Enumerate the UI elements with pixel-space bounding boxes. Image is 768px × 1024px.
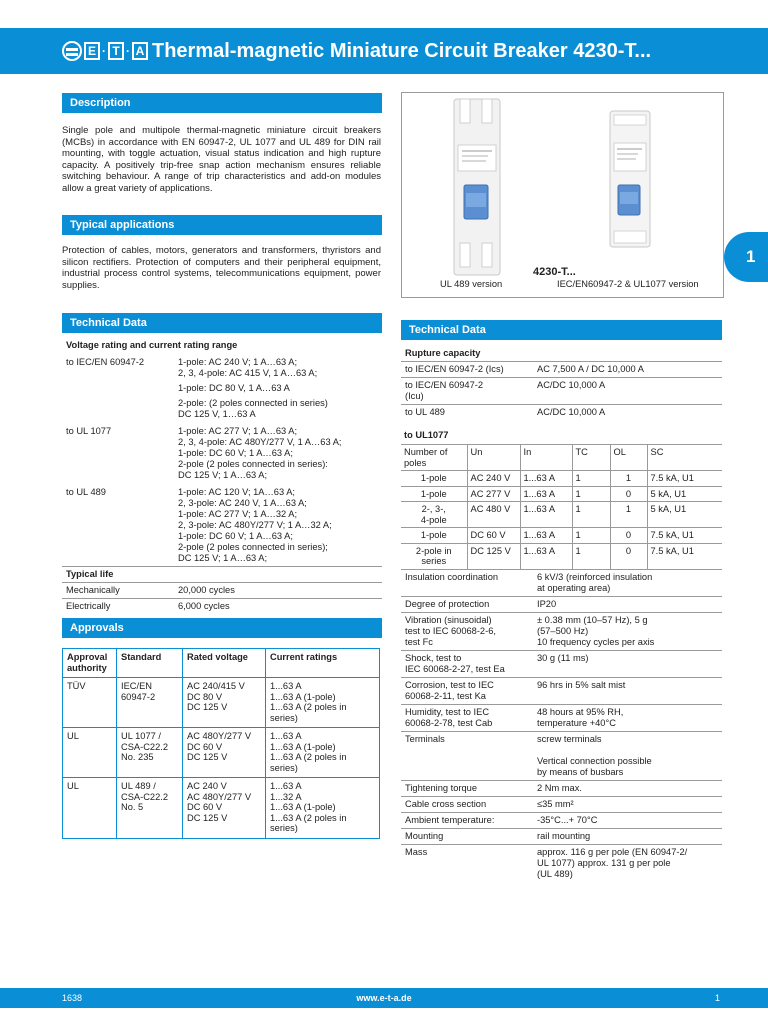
ul1077-cell	[401, 486, 467, 502]
voltage-rating-body	[62, 338, 382, 614]
ul1077-cell	[401, 543, 467, 569]
approval-authority: UL	[63, 778, 117, 839]
cell-line: IEC/EN	[121, 681, 152, 691]
approval-voltage	[183, 778, 266, 839]
cell-text: 1...63 A	[523, 473, 556, 483]
cell-line: 2-pole: (2 poles connected in series)	[178, 398, 328, 408]
approval-current	[266, 678, 380, 728]
ul1077-row	[401, 528, 722, 544]
voltage-rating-table	[62, 338, 382, 614]
cell-text: IP20	[537, 599, 557, 609]
voltage-row	[62, 381, 382, 396]
cell-text: to UL 489	[405, 407, 445, 417]
spec-label	[401, 845, 533, 883]
ul1077-col-header: Number of poles	[401, 445, 467, 471]
ul1077-cell	[401, 471, 467, 487]
eta-logo	[62, 41, 148, 61]
rupture-label	[401, 405, 533, 421]
spec-value	[533, 732, 722, 781]
cell-line: DC 80 V	[187, 691, 223, 702]
approvals-row	[63, 728, 380, 778]
cell-text: 1	[625, 504, 632, 514]
cell-line: AC 480Y/277 V	[187, 731, 252, 741]
cell-line: DC 60 V	[187, 802, 223, 812]
ul1077-row	[401, 471, 722, 487]
cell-text: 1	[575, 504, 581, 514]
cell-line: 1...63 A (2 poles in series)	[270, 812, 347, 833]
approvals-col-header: Approval authority	[63, 649, 117, 678]
voltage-values	[174, 353, 382, 381]
life-row	[62, 583, 382, 599]
spec-value	[533, 797, 722, 813]
cell-text: 1	[575, 530, 581, 540]
spec-label	[401, 797, 533, 813]
cell-text: Vibration (sinusoidal) test to IEC 60068-2-6, test Fc	[405, 615, 496, 647]
ul1077-row	[401, 486, 722, 502]
approvals-body	[63, 678, 380, 839]
ul1077-cell	[520, 543, 572, 569]
ul1077-cell	[572, 486, 610, 502]
cell-text: Mounting	[405, 831, 444, 841]
cell-line: DC 125 V; 1 A…63 A;	[178, 470, 268, 480]
ul1077-cell	[401, 528, 467, 544]
voltage-values	[174, 381, 382, 396]
voltage-standard: to UL 1077	[66, 426, 112, 436]
cell-line: UL 1077 /	[121, 731, 161, 741]
cell-text: AC 480 V	[470, 504, 511, 514]
cell-text: 1...63 A	[523, 545, 556, 556]
ul1077-cell	[647, 486, 722, 502]
spec-label	[401, 732, 533, 781]
ul1077-col-header: SC	[647, 445, 722, 471]
cell-text: approx. 116 g per pole (EN 60947-2/ UL 1077) approx. 131 g per pole (UL 489)	[537, 847, 688, 879]
spec-value	[533, 781, 722, 797]
voltage-standard	[62, 396, 174, 422]
voltage-row	[62, 422, 382, 483]
rupture-value: AC/DC 10,000 A	[533, 405, 722, 421]
approvals-row	[63, 778, 380, 839]
cell-line: 2-pole (2 poles connected in series);	[178, 542, 328, 552]
ul1077-cell	[647, 543, 722, 569]
cell-line: 1-pole: DC 80 V, 1 A…63 A	[178, 383, 290, 393]
applications-heading: Typical applications	[62, 215, 382, 235]
cell-text: 48 hours at 95% RH, temperature +40°C	[537, 707, 624, 728]
cell-text: 1-pole	[420, 530, 447, 540]
page-header	[0, 28, 768, 74]
spec-row	[401, 781, 722, 797]
description-heading: Description	[62, 93, 382, 113]
ul1077-table	[401, 444, 722, 570]
approval-current	[266, 728, 380, 778]
logo-letter: E	[84, 42, 100, 60]
spec-row	[401, 597, 722, 613]
cell-line: 1...32 A	[270, 791, 302, 802]
breaker-iec-image	[610, 111, 650, 247]
life-row	[62, 599, 382, 615]
product-image-box	[401, 92, 724, 298]
spec-value	[533, 813, 722, 829]
ul1077-col-header: OL	[610, 445, 647, 471]
spec-label	[401, 613, 533, 651]
cell-text: 2-pole in series	[415, 545, 452, 566]
cell-line: CSA-C22.2	[121, 791, 169, 802]
ul1077-heading: to UL1077	[404, 430, 449, 440]
ul1077-col-header: In	[520, 445, 572, 471]
spec-row	[401, 613, 722, 651]
cell-text: Tightening torque	[405, 783, 478, 793]
voltage-values	[174, 483, 382, 567]
spec-label	[401, 570, 533, 597]
life-heading-row	[62, 567, 382, 583]
ul1077-cell	[647, 502, 722, 528]
tech-data-left-heading: Technical Data	[62, 313, 382, 333]
cell-text: 7.5 kA, U1	[650, 545, 694, 556]
cell-text: 1...63 A	[523, 488, 556, 499]
cell-text: 1-pole	[420, 488, 447, 499]
cell-line: 1...63 A	[270, 681, 302, 691]
applications-text: Protection of cables, motors, generators and transformers, thyristors and silicon rectifiers. Protection of computers and their peripheral equipment, industrial process control systems, telecommunications equipment, power supplies.	[62, 245, 381, 291]
page-footer	[0, 988, 768, 1008]
rupture-value: AC 7,500 A / DC 10,000 A	[533, 362, 722, 378]
ul1077-cell	[610, 502, 647, 528]
life-label: Electrically	[62, 599, 174, 615]
voltage-values	[174, 396, 382, 422]
rupture-capacity-table	[401, 346, 722, 420]
voltage-heading-row	[62, 338, 382, 353]
rupture-row	[401, 405, 722, 421]
ul1077-header-row	[401, 445, 722, 471]
cell-text: Corrosion, test to IEC 60068-2-11, test Ka	[405, 680, 494, 701]
cell-text: 2-, 3-, 4-pole	[420, 504, 447, 525]
spec-value	[533, 651, 722, 678]
cell-line: AC 240 V	[187, 781, 227, 791]
general-specs-table	[401, 570, 722, 882]
approvals-header-row	[63, 649, 380, 678]
approvals-col-header: Rated voltage	[183, 649, 266, 678]
ul1077-cell	[467, 543, 520, 569]
voltage-values	[174, 422, 382, 483]
ul1077-row	[401, 502, 722, 528]
cell-line: AC 480Y/277 V	[187, 791, 252, 802]
spec-value	[533, 597, 722, 613]
spec-value	[533, 570, 722, 597]
cell-line: 1...63 A (1-pole)	[270, 741, 336, 752]
cell-text: DC 60 V	[470, 530, 506, 540]
voltage-standard: to IEC/EN 60947-2	[66, 357, 145, 367]
ul1077-cell	[572, 502, 610, 528]
cell-line: 2, 3-pole: AC 480Y/277 V; 1 A…32 A;	[178, 520, 332, 530]
tech-data-right-heading: Technical Data	[401, 320, 722, 340]
voltage-heading: Voltage rating and current rating range	[66, 340, 238, 350]
cell-line: 1...63 A	[270, 781, 302, 791]
ul1077-cell	[467, 528, 520, 544]
rupture-row	[401, 378, 722, 405]
footer-page-number-left: 1638	[62, 993, 83, 1003]
cell-line: DC 125 V	[187, 812, 228, 823]
cell-line: DC 125 V	[187, 752, 228, 762]
cell-text: ≤35 mm²	[537, 799, 574, 809]
spec-row	[401, 797, 722, 813]
cell-text: 1...63 A	[523, 504, 556, 514]
cell-line: No. 5	[121, 802, 144, 812]
ul1077-col-header: Un	[467, 445, 520, 471]
ul1077-cell	[520, 486, 572, 502]
logo-dot: ·	[126, 43, 130, 58]
cell-text: 0	[625, 530, 632, 540]
cell-line: 1...63 A (1-pole)	[270, 802, 336, 812]
rupture-label	[401, 378, 533, 405]
ul489-caption: UL 489 version	[440, 279, 503, 289]
cell-line: 1...63 A	[270, 731, 302, 741]
cell-line: DC 125 V, 1…63 A	[178, 409, 256, 419]
cell-text: DC 125 V	[470, 545, 511, 556]
description-text: Single pole and multipole thermal-magnetic miniature circuit breakers (MCBs) in accordance with EN 60947-2, UL 1077 and UL 489 for DIN rail mounting, with toggle actuation, visual status indication and high rupture capacity. A positively trip-free snap action mechanism ensures reliable switching behaviour. A range of trip characteristics and add-on modules allow a great variety of applications.	[62, 125, 381, 194]
ul1077-cell	[401, 502, 467, 528]
footer-page-number-right: 1	[714, 993, 720, 1003]
cell-text: 1-pole	[420, 473, 447, 483]
cell-text: to IEC/EN 60947-2 (Icu)	[405, 380, 484, 401]
ul1077-cell	[610, 543, 647, 569]
eta-logo-mark-icon	[62, 41, 82, 61]
spec-row	[401, 845, 722, 883]
voltage-row	[62, 353, 382, 381]
ul1077-cell	[572, 471, 610, 487]
cell-text: 0	[625, 545, 632, 556]
cell-line: 2, 3, 4-pole: AC 480Y/277 V, 1 A…63 A;	[178, 437, 342, 447]
cell-text: 96 hrs in 5% salt mist	[537, 680, 626, 690]
rupture-heading-row	[401, 346, 722, 362]
spec-value	[533, 705, 722, 732]
cell-text: Insulation coordination	[405, 572, 499, 582]
life-value: 20,000 cycles	[174, 583, 382, 599]
ul1077-cell	[520, 528, 572, 544]
general-specs-body	[401, 570, 722, 882]
ul1077-cell	[610, 471, 647, 487]
life-value: 6,000 cycles	[174, 599, 382, 615]
cell-text: Degree of protection	[405, 599, 490, 609]
approval-standard	[117, 778, 183, 839]
cell-text: 1	[575, 488, 581, 499]
cell-line: AC 240/415 V	[187, 681, 245, 691]
ul1077-cell	[467, 502, 520, 528]
ul1077-cell	[647, 471, 722, 487]
cell-line: 1...63 A (1-pole)	[270, 691, 336, 702]
voltage-row	[62, 396, 382, 422]
cell-text: AC 240 V	[470, 473, 511, 483]
cell-text: to IEC/EN 60947-2 (Ics)	[405, 364, 504, 374]
approvals-row	[63, 678, 380, 728]
spec-row	[401, 705, 722, 732]
approval-standard	[117, 678, 183, 728]
cell-text: AC 277 V	[470, 488, 511, 499]
ul1077-cell	[467, 471, 520, 487]
ul1077-cell	[520, 502, 572, 528]
cell-text: 2 Nm max.	[537, 783, 582, 793]
cell-line: DC 125 V; 1 A…63 A;	[178, 553, 268, 563]
approvals-col-header: Current ratings	[266, 649, 380, 678]
approval-authority: UL	[63, 728, 117, 778]
cell-line: DC 125 V	[187, 702, 228, 712]
cell-text: 1	[625, 473, 632, 483]
approvals-table	[62, 648, 380, 839]
approval-authority: TÜV	[63, 678, 117, 728]
spec-label	[401, 829, 533, 845]
cell-text: 1	[575, 545, 581, 556]
ul1077-cell	[647, 528, 722, 544]
ul1077-cell	[610, 528, 647, 544]
spec-value	[533, 613, 722, 651]
cell-text: rail mounting	[537, 831, 591, 841]
cell-text: 7.5 kA, U1	[650, 473, 694, 483]
cell-line: 1-pole: DC 60 V; 1 A…63 A;	[178, 448, 293, 458]
rupture-capacity-body	[401, 346, 722, 420]
logo-letter: T	[108, 42, 124, 60]
ul1077-body	[401, 445, 722, 570]
life-label: Mechanically	[62, 583, 174, 599]
spec-value	[533, 678, 722, 705]
spec-label	[401, 651, 533, 678]
voltage-standard: to UL 489	[66, 487, 106, 497]
spec-label	[401, 781, 533, 797]
spec-value	[533, 829, 722, 845]
approval-voltage	[183, 728, 266, 778]
cell-line: 1-pole: AC 240 V; 1 A…63 A;	[178, 357, 298, 367]
ul1077-cell	[610, 486, 647, 502]
cell-text: 0	[625, 488, 632, 499]
voltage-row	[62, 483, 382, 567]
cell-text: screw terminals Vertical connection possible by means of busbars	[537, 734, 652, 777]
ul1077-cell	[467, 486, 520, 502]
cell-text: -35°C...+ 70°C	[537, 815, 598, 825]
spec-label	[401, 813, 533, 829]
cell-text: 7.5 kA, U1	[650, 530, 694, 540]
cell-line: 2, 3-pole: AC 240 V, 1 A…63 A;	[178, 498, 307, 508]
cell-text: Humidity, test to IEC 60068-2-78, test Cab	[405, 707, 493, 728]
spec-row	[401, 829, 722, 845]
spec-row	[401, 813, 722, 829]
cell-text: Ambient temperature:	[405, 815, 495, 825]
cell-text: Cable cross section	[405, 799, 487, 809]
rupture-label	[401, 362, 533, 378]
cell-line: 60947-2	[121, 691, 156, 702]
life-heading: Typical life	[62, 567, 382, 583]
spec-row	[401, 678, 722, 705]
cell-line: 2-pole (2 poles connected in series):	[178, 459, 328, 469]
logo-letter: A	[132, 42, 148, 60]
cell-line: 1-pole: AC 120 V; 1A…63 A;	[178, 487, 295, 497]
cell-line: 1...63 A (2 poles in series)	[270, 752, 347, 773]
cell-line: CSA-C22.2	[121, 741, 169, 752]
approvals-heading: Approvals	[62, 618, 382, 638]
spec-row	[401, 570, 722, 597]
cell-text: ± 0.38 mm (10–57 Hz), 5 g (57–500 Hz) 10 frequency cycles per axis	[537, 615, 655, 647]
cell-line: 1-pole: AC 277 V; 1 A…32 A;	[178, 509, 298, 519]
cell-text: 30 g (11 ms)	[537, 653, 589, 663]
cell-text: 1...63 A	[523, 530, 556, 540]
ul1077-col-header: TC	[572, 445, 610, 471]
breaker-ul489-image	[454, 99, 500, 275]
cell-line: 1...63 A (2 poles in series)	[270, 702, 347, 723]
cell-text: Terminals	[405, 734, 445, 744]
footer-url[interactable]: www.e-t-a.de	[356, 993, 412, 1003]
cell-line: No. 235	[121, 752, 154, 762]
ul1077-cell	[572, 543, 610, 569]
cell-line: UL 489 /	[121, 781, 156, 791]
cell-text: Shock, test to IEC 60068-2-27, test Ea	[405, 653, 505, 674]
ul1077-cell	[572, 528, 610, 544]
product-name: 4230-T...	[533, 266, 576, 278]
spec-value	[533, 845, 722, 883]
cell-text: Mass	[405, 847, 428, 857]
page-title: Thermal-magnetic Miniature Circuit Breaker 4230-T...	[152, 40, 652, 62]
approval-standard	[117, 728, 183, 778]
cell-text: 5 kA, U1	[650, 488, 687, 499]
cell-line: DC 60 V	[187, 741, 223, 752]
spec-row	[401, 732, 722, 781]
spec-label	[401, 597, 533, 613]
rupture-heading: Rupture capacity	[405, 348, 481, 358]
rupture-value: AC/DC 10,000 A	[533, 378, 722, 405]
cell-text: 1	[575, 473, 581, 483]
cell-line: 1-pole: DC 60 V; 1 A…63 A;	[178, 531, 293, 541]
rupture-row	[401, 362, 722, 378]
spec-label	[401, 678, 533, 705]
voltage-standard	[62, 381, 174, 396]
logo-dot: ·	[102, 43, 106, 58]
cell-line: 2, 3, 4-pole: AC 415 V, 1 A…63 A;	[178, 368, 318, 378]
cell-text: 5 kA, U1	[650, 504, 687, 514]
cell-text: 6 kV/3 (reinforced insulation at operating area)	[537, 572, 653, 593]
chapter-tab: 1	[724, 232, 768, 282]
approvals-col-header: Standard	[117, 649, 183, 678]
ul1077-cell	[520, 471, 572, 487]
cell-line: 1-pole: AC 277 V; 1 A…63 A;	[178, 426, 298, 436]
approval-voltage	[183, 678, 266, 728]
spec-row	[401, 651, 722, 678]
approval-current	[266, 778, 380, 839]
ul1077-row	[401, 543, 722, 569]
iec-caption: IEC/EN60947-2 & UL1077 version	[557, 279, 699, 289]
spec-label	[401, 705, 533, 732]
